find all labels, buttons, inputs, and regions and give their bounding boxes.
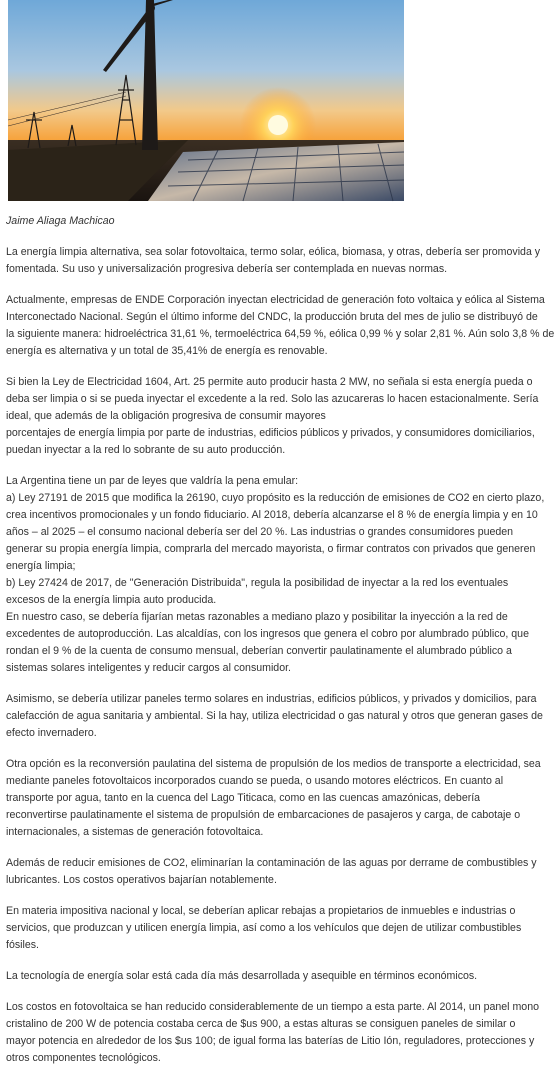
paragraph-line: Asimismo, se debería utilizar paneles termo solares en industrias, edificios públicos, y privados y domicilios, para [6, 693, 537, 705]
paragraph-line: lubricantes. Los costos operativos bajarían notablemente. [6, 874, 277, 886]
paragraph-line: ideal, que además de la obligación progresiva de consumir mayores [6, 410, 326, 422]
paragraph-line: mayor potencia en alrededor de los $us 100; de igual forma las baterías de Litio Ión, reguladores, protecciones y [6, 1035, 535, 1047]
paragraph-line: energía es alternativa y un total de 35,41% de energía es renovable. [6, 345, 328, 357]
paragraph-line: otros componentes tecnológicos. [6, 1052, 161, 1064]
article-paragraph [6, 968, 492, 985]
paragraph-line: porcentajes de energía limpia por parte de industrias, edificios públicos y privados, y consumidores domiciliarios, [6, 427, 535, 439]
paragraph-line: Además de reducir emisiones de CO2, eliminarían la contaminación de las aguas por derrame de combustibles y [6, 857, 537, 869]
hero-image [8, 0, 404, 201]
paragraph-line: La energía limpia alternativa, sea solar fotovoltaica, termo solar, eólica, biomasa, y otras, debería ser promovida y [6, 246, 541, 258]
article-paragraph [6, 756, 541, 841]
paragraph-line: la siguiente manera: hidroeléctrica 31,61 %, termoeléctrica 64,59 %, eólica 0,99 % y solar 2,81 %. Aún solo 3,8 % de [6, 328, 554, 340]
paragraph-line: rondan el 9 % de la cuenta de consumo mensual, deberían convertir paulatinamente el alumbrado público a [6, 645, 512, 657]
paragraph-line: cristalino de 200 W de potencia costaba cerca de $us 900, a estas alturas se consiguen paneles de similar o [6, 1018, 516, 1030]
paragraph-line: efecto invernadero. [6, 727, 97, 739]
paragraph-line: En materia impositiva nacional y local, se deberían aplicar rebajas a propietarios de inmuebles e industrias o [6, 905, 516, 917]
paragraph-line: años – al 2025 – el consumo nacional debería ser del 20 %. Las industrias o grandes consumidores pueden [6, 526, 514, 538]
paragraph-line: calefacción de agua sanitaria y ambiental. Si la hay, utiliza electricidad o gas natural y otros que generan gases de [6, 710, 543, 722]
paragraph-line: Otra opción es la reconversión paulatina del sistema de propulsión de los medios de transporte a electricidad, sea [6, 758, 541, 770]
paragraph-line: La Argentina tiene un par de leyes que valdría la pena emular: [6, 475, 299, 487]
paragraph-line: La tecnología de energía solar está cada día más desarrollada y asequible en términos económicos. [6, 970, 478, 982]
article-paragraph [6, 691, 543, 742]
paragraph-line: sistemas solares inteligentes y reducir cargos al consumidor. [6, 662, 291, 674]
paragraph-line: generar su propia energía limpia, comprarla del mercado mayorista, o firmar contratos con privados que generen [6, 543, 536, 555]
paragraph-line: Actualmente, empresas de ENDE Corporación inyectan electricidad de generación foto voltaica y eólica al Sistema [6, 294, 545, 306]
paragraph-line: fomentada. Su uso y universalización progresiva debería ser contemplada en nuevas normas. [6, 263, 448, 275]
article-paragraph [6, 999, 539, 1067]
paragraph-line: servicios, que produzcan y utilicen energía limpia, así como a los vehículos que dejen de utilizar combustibles [6, 922, 522, 934]
article-paragraph [6, 244, 541, 278]
article-paragraph [6, 855, 537, 889]
wind-turbine-sunset-photo [8, 0, 404, 201]
paragraph-line: internacionales, a sistemas de generación fotovoltaica. [6, 826, 264, 838]
paragraph-line: excesos de la energía limpia auto producida. [6, 594, 217, 606]
paragraph-line: crea incentivos promocionales y un fondo fiduciario. Al 2018, debería alcanzarse el 8 % de energía limpia y en 10 [6, 509, 538, 521]
paragraph-line: excedentes de autoproducción. Las alcaldías, con los ingresos que genera el cobro por alumbrado público, que [6, 628, 529, 640]
paragraph-line: mediante paneles fotovoltaicos incorporados cuando se pueda, o usando motores eléctricos. En cuanto al [6, 775, 504, 787]
paragraph-line: En nuestro caso, se debería fijarían metas razonables a mediano plazo y posibilitar la inyección a la red de [6, 611, 508, 623]
article-paragraph [6, 473, 545, 677]
paragraph-line: fósiles. [6, 939, 39, 951]
paragraph-line: Interconectado Nacional. Según el último informe del CNDC, la producción bruta del mes de julio se distribuyó de [6, 311, 538, 323]
article-paragraphs [6, 244, 554, 1067]
article-body [6, 213, 554, 1081]
paragraph-line: reconvertirse paulatinamente el sistema de propulsión de embarcaciones de pasajeros y carga, de cabotaje o [6, 809, 521, 821]
paragraph-line: Si bien la Ley de Electricidad 1604, Art. 25 permite auto producir hasta 2 MW, no señala si esta energía pueda o [6, 376, 533, 388]
paragraph-line: Los costos en fotovoltaica se han reducido considerablemente de un tiempo a esta parte. Al 2014, un panel mono [6, 1001, 539, 1013]
paragraph-line: b) Ley 27424 de 2017, de "Generación Distribuida", regula la posibilidad de inyectar a la red los eventuales [6, 577, 509, 589]
paragraph-line: deba ser limpia o si se pueda inyectar el excedente a la red. Solo las azucareras lo hacen estacionalmente. Sería [6, 393, 539, 405]
article-paragraph [6, 374, 539, 459]
paragraph-line: puedan inyectar a la red lo sobrante de su auto producción. [6, 444, 286, 456]
paragraph-line: a) Ley 27191 de 2015 que modifica la 26190, cuyo propósito es la reducción de emisiones de CO2 en cierto plazo, [6, 492, 545, 504]
article-paragraph [6, 292, 554, 360]
article-paragraph [6, 903, 522, 954]
article-author: Jaime Aliaga Machicao [6, 215, 115, 227]
paragraph-line: transporte por agua, tanto en la cuenca del Lago Titicaca, como en las cuencas amazónicas, debería [6, 792, 481, 804]
paragraph-line: energía limpia; [6, 560, 76, 572]
